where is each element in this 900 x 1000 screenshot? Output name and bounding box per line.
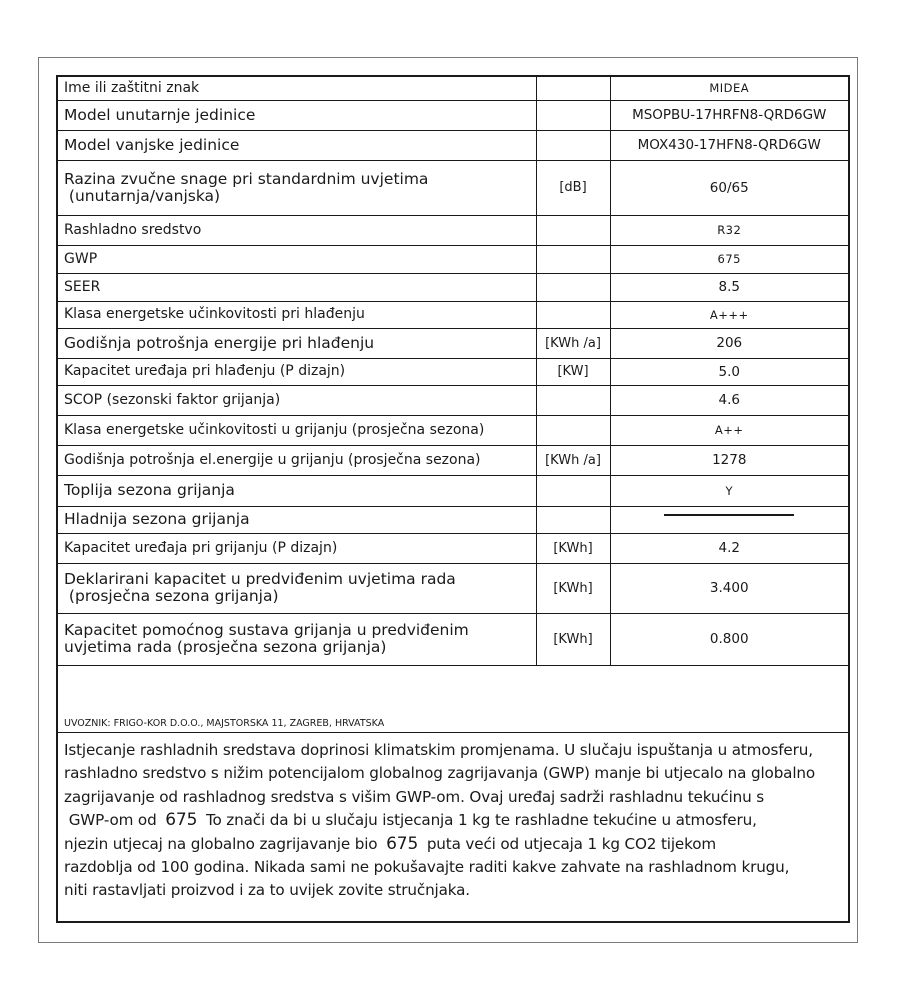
row-value: Y (610, 475, 848, 506)
row-value: 1278 (610, 445, 848, 475)
row-unit: [KWh] (536, 563, 610, 613)
table-row (58, 77, 848, 100)
gwp-value: 675 (386, 833, 419, 854)
table-row (58, 273, 848, 301)
notice-line: Istjecanje rashladnih sredstava doprinosi klimatskim promjenama. U slučaju ispuštanja u atmosferu, (64, 741, 813, 759)
row-value: 60/65 (610, 160, 848, 215)
row-value: 5.0 (610, 358, 848, 385)
row-unit: [KWh /a] (536, 445, 610, 475)
table-row (58, 301, 848, 328)
row-unit: [KW] (536, 358, 610, 385)
row-value: MIDEA (610, 77, 848, 100)
row-label: GWP (58, 245, 536, 273)
row-label: Kapacitet uređaja pri hlađenju (P dizajn) (58, 358, 536, 385)
table-row (58, 358, 848, 385)
row-unit: [KWh] (536, 613, 610, 665)
row-unit (536, 273, 610, 301)
row-label-line: Kapacitet pomoćnog sustava grijanja u predviđenim (64, 621, 469, 639)
row-label: Klasa energetske učinkovitosti pri hlađenju (58, 301, 536, 328)
empty-value-line (664, 514, 794, 516)
row-value-empty (610, 506, 848, 533)
row-label: Godišnja potrošnja energije pri hlađenju (58, 328, 536, 358)
row-unit (536, 475, 610, 506)
row-label-line: (prosječna sezona grijanja) (64, 587, 279, 605)
row-unit (536, 506, 610, 533)
row-value: A+++ (610, 301, 848, 328)
row-label: SEER (58, 273, 536, 301)
row-value: 0.800 (610, 613, 848, 665)
notice-text: GWP-om od (68, 811, 157, 830)
table-row (58, 328, 848, 358)
table-row (58, 613, 848, 665)
row-unit (536, 385, 610, 415)
row-unit (536, 415, 610, 445)
row-label-line: (unutarnja/vanjska) (64, 186, 221, 205)
row-value: 8.5 (610, 273, 848, 301)
row-label: SCOP (sezonski faktor grijanja) (58, 385, 536, 415)
row-label: Ime ili zaštitni znak (58, 77, 536, 100)
table-row (58, 385, 848, 415)
notice-line: zagrijavanje od rashladnog sredstva s višim GWP-om. Ovaj uređaj sadrži rashladnu tekućinu s (64, 787, 765, 806)
importer-info: UVOZNIK: FRIGO-KOR D.O.O., MAJSTORSKA 11, ZAGREB, HRVATSKA (58, 715, 848, 733)
row-label: Toplija sezona grijanja (58, 475, 536, 506)
table-row (58, 445, 848, 475)
notice-text: To znači da bi u slučaju istjecanja 1 kg te rashladne tekućine u atmosferu, (205, 811, 757, 830)
table-row (58, 563, 848, 613)
notice-line: niti rastavljati proizvod i za to uvijek zovite stručnjaka. (64, 881, 470, 900)
table-row (58, 475, 848, 506)
row-value: 3.400 (610, 563, 848, 613)
row-unit (536, 215, 610, 245)
row-unit: [KWh] (536, 533, 610, 563)
row-value: 675 (610, 245, 848, 273)
row-label (58, 563, 536, 613)
notice-line: razdoblja od 100 godina. Nikada sami ne pokušavajte raditi kakve zahvate na rashladnom krugu, (64, 858, 790, 877)
row-label: Model unutarnje jedinice (58, 100, 536, 130)
row-value: MOX430-17HFN8-QRD6GW (610, 130, 848, 160)
row-label: Godišnja potrošnja el.energije u grijanju (prosječna sezona) (58, 445, 536, 475)
table-row (58, 215, 848, 245)
row-label: Hladnija sezona grijanja (58, 506, 536, 533)
table-row (58, 506, 848, 533)
table-row (58, 100, 848, 130)
row-label: Model vanjske jedinice (58, 130, 536, 160)
row-label: Klasa energetske učinkovitosti u grijanju (prosječna sezona) (58, 415, 536, 445)
notice-text: puta veći od utjecaja 1 kg CO2 tijekom (426, 834, 716, 853)
row-unit (536, 77, 610, 100)
row-label-line: Deklarirani kapacitet u predviđenim uvjetima rada (64, 570, 456, 588)
row-value: A++ (610, 415, 848, 445)
table-row (58, 245, 848, 273)
row-value: 4.2 (610, 533, 848, 563)
notice-line (64, 809, 848, 832)
row-unit (536, 130, 610, 160)
notice-text: njezin utjecaj na globalno zagrijavanje bio (64, 834, 378, 853)
row-value: MSOPBU-17HRFN8-QRD6GW (610, 100, 848, 130)
table-row (58, 415, 848, 445)
row-value: 4.6 (610, 385, 848, 415)
spec-table (58, 77, 848, 666)
notice-line (64, 833, 848, 856)
row-value: 206 (610, 328, 848, 358)
table-row (58, 160, 848, 215)
energy-label-sheet (56, 75, 850, 923)
row-label (58, 613, 536, 665)
row-value: R32 (610, 215, 848, 245)
row-unit (536, 301, 610, 328)
row-unit (536, 245, 610, 273)
row-unit: [dB] (536, 160, 610, 215)
row-label-line: uvjetima rada (prosječna sezona grijanja) (64, 638, 387, 656)
refrigerant-notice (64, 739, 848, 903)
gwp-value: 675 (165, 810, 198, 831)
table-row (58, 130, 848, 160)
row-unit (536, 100, 610, 130)
row-label-line: Razina zvučne snage pri standardnim uvjetima (64, 169, 429, 188)
row-unit: [KWh /a] (536, 328, 610, 358)
notice-line: rashladno sredstvo s nižim potencijalom globalnog zagrijavanja (GWP) manje bi utjecalo na globalno (64, 764, 816, 783)
row-label: Kapacitet uređaja pri grijanju (P dizajn) (58, 533, 536, 563)
row-label: Rashladno sredstvo (58, 215, 536, 245)
row-label (58, 160, 536, 215)
table-row (58, 533, 848, 563)
